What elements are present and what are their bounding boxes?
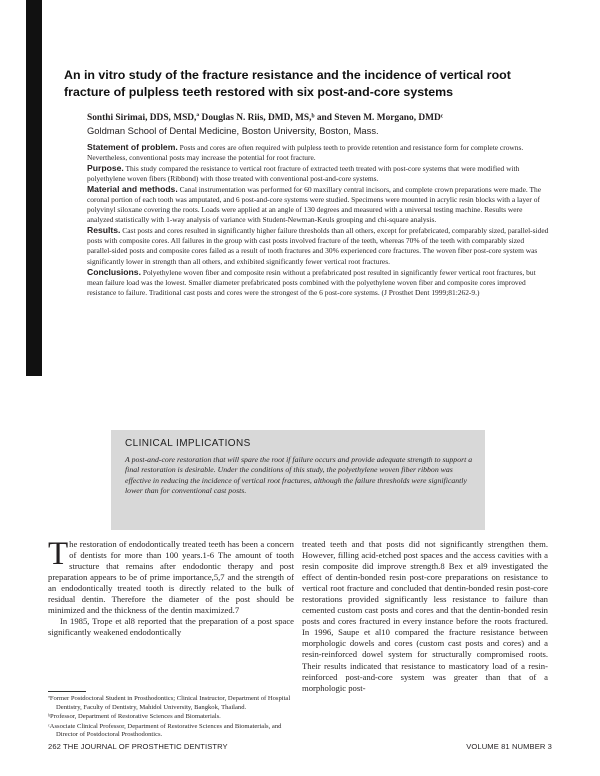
footer-journal: 262 THE JOURNAL OF PROSTHETIC DENTISTRY — [48, 742, 228, 751]
footnote: ᶜAssociate Clinical Professor, Department of Restorative Sciences and Biomaterials, and Director of Postdoctoral Prosthodontics. — [48, 722, 282, 739]
abstract-heading: Material and methods. — [87, 184, 178, 195]
abstract-heading: Purpose. — [87, 163, 124, 174]
abstract-statement-of-problem — [87, 142, 549, 163]
clinical-implications-box — [111, 430, 485, 530]
body-paragraph: In 1985, Trope et al8 reported that the preparation of a post space significantly weakened endodontically — [48, 616, 294, 638]
drop-cap: T — [48, 536, 69, 572]
abstract-results — [87, 225, 549, 266]
body-column-right — [302, 539, 548, 694]
body-paragraph: treated teeth and that posts did not significantly strengthen them. However, filling acid-etched post spaces and the access cavities with a resin composite did improve strength.8 Bex et al9 investigated the effect of dentin-bonded resin post-core preparations on resistance to vertical root fracture and concluded that dentin-bonded resin post-core restorations provided significantly less resistance to failure than cemented custom cast posts and cores and that the dentin-bonded resin posts and cores fractured in every instance before the roots fractured. In 1996, Saupe et al10 compared the fracture resistance between morphologic dowels and cores (custom cast posts and cores) and a resin-reinforced dowel system for structurally compromised roots. Their results indicated that resistance to masticatory load of a resin-reinforced post-and-core system was greater than that of a morphologic post- — [302, 539, 548, 693]
abstract-methods — [87, 184, 549, 225]
footnotes — [48, 695, 292, 741]
abstract-text: This study compared the resistance to vertical root fracture of extracted teeth treated with post-core systems that were modified with polyethylene woven fibers (Ribbond) with those treated with conventional post-and-core systems. — [87, 164, 520, 184]
abstract-purpose — [87, 163, 549, 184]
clinical-implications-text: A post-and-core restoration that will spare the root if failure occurs and provide adequate strength to support a final restoration is desirable. Under the conditions of this study, the polyethylene woven fiber ribbon was effective in reducing the incidence of vertical root fractures, although the failure thresholds were significantly lower than for conventional cast posts. — [125, 455, 473, 496]
author-list: Sonthi Sirimai, DDS, MSD,ª Douglas N. Riis, DMD, MS,ᵇ and Steven M. Morgano, DMDᶜ — [87, 113, 444, 123]
abstract-text: Polyethylene woven fiber and composite resin without a prefabricated post resulted in significantly fewer vertical root fractures, but mean failure load was the lowest. Smaller diameter prefabricated posts combined with the polyethylene woven fiber and composite cores improved resistance to failure. Traditional cast posts and cores were the strongest of the 6 post-core systems. (J Prosthet Dent 1999;81:262-9.) — [87, 267, 536, 297]
abstract-heading: Results. — [87, 225, 121, 236]
abstract — [87, 142, 549, 298]
footnote: ªFormer Postdoctoral Student in Prosthodontics; Clinical Instructor, Department of Hospital Dentistry, Faculty of Dentistry, Mahidol University, Bangkok, Thailand. — [48, 695, 291, 711]
abstract-text: Canal instrumentation was performed for 60 maxillary central incisors, and complete crown preparations were made. The coronal portion of each tooth was amputated, and 6 post-and-core systems were studied. Specimens were mounted in acrylic resin blocks with a layer of polyvinyl siloxane covering the roots. Loads were applied at an angle of 130 degrees and measured with a universal testing machine. Results were analyzed statistically with 1-way analysis of variance with Student-Newman-Keuls grouping and chi-square analysis. — [87, 185, 542, 225]
clinical-implications-title: CLINICAL IMPLICATIONS — [125, 438, 251, 449]
footnote: ᵇProfessor, Department of Restorative Sciences and Biomaterials. — [48, 713, 221, 721]
article-title: An in vitro study of the fracture resistance and the incidence of vertical root fracture of pulpless teeth restored with six post-and-core systems — [64, 68, 511, 99]
affiliation: Goldman School of Dental Medicine, Boston University, Boston, Mass. — [87, 125, 379, 136]
footer-volume: VOLUME 81 NUMBER 3 — [466, 742, 552, 751]
footnote-divider — [48, 691, 86, 692]
body-paragraph — [48, 536, 294, 616]
abstract-text: Posts and cores are often required with pulpless teeth to provide retention and resistance form for complete crowns. Nevertheless, conventional posts may increase the potential for root fracture. — [87, 143, 524, 163]
body-text: he restoration of endodontically treated teeth has been a concern of dentists for more than 100 years.1-6 The amount of tooth structure that remains after endodontic therapy and post preparation appears to be of prime importance,5,7 and the strength of an endodontically treated tooth is directly related to the bulk of residual dentin. Therefore the diameter of the post should be minimized and the thickness of the dentin maximized.7 — [48, 539, 294, 616]
abstract-heading: Conclusions. — [87, 266, 141, 277]
abstract-text: Cast posts and cores resulted in significantly higher failure thresholds than all others, except for prefabricated, comparably sized, parallel-sided posts with composite cores. All failures in the group with cast posts involved fracture of the teeth, whereas 70% of the teeth with comparably sized parallel-sided posts and composite cores failed as a result of tooth fractures and 30% experienced core fractures. The woven fiber post-core system was significantly lower in strength than all others, and exhibited significantly fewer vertical root fractures. — [87, 226, 549, 266]
abstract-heading: Statement of problem. — [87, 142, 178, 152]
decorative-sidebar-bar — [26, 0, 42, 376]
body-column-left — [48, 536, 294, 638]
abstract-conclusions — [87, 267, 549, 298]
